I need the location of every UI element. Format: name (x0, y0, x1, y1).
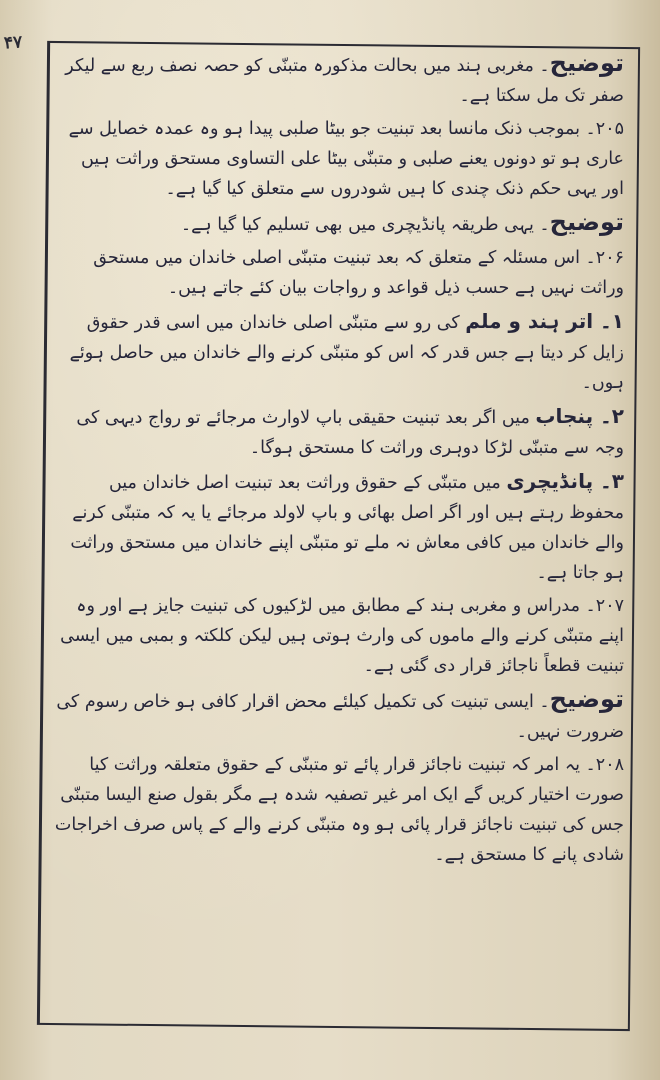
tawzeeh-heading: توضیح (549, 49, 624, 77)
paragraph-text: ۔ مغربی ہند میں بحالت مذکورہ متبنّی کو حصہ نصف ربع سے لیکر صفر تک مل سکتا ہے۔ (65, 56, 624, 106)
paragraph-text: میں متبنّی کے حقوق وراثت بعد تبنیت اصل خاندان میں محفوظ رہتے ہیں اور اگر اصل بھائی و باپ لاولد مرجائے یا یہ کہ متبنّی کرنے والے خاندان میں کافی معاش نہ ملے تو متبنّی اپنے خاندان میں مستحق وراثت ہو جاتا ہے۔ (70, 473, 624, 583)
paragraph-text: کی رو سے متبنّی اصلی خاندان میں اسی قدر حقوق زایل کر دیتا ہے جس قدر کہ اس کو متبنّی کرنے والے خاندان میں حاصل ہوئے ہوں۔ (69, 313, 624, 393)
region-heading: ۲۔ پنجاب (535, 404, 624, 428)
tawzeeh-heading: توضیح (549, 685, 624, 713)
paragraph (54, 750, 624, 870)
paragraph (54, 306, 624, 398)
paragraph (54, 207, 624, 240)
paragraph (54, 684, 624, 747)
paragraph (54, 114, 624, 204)
paragraph (54, 243, 624, 303)
paragraph-text: ۲۰۷۔ مدراس و مغربی ہند کے مطابق میں لڑکیوں کی تبنیت جایز ہے اور وہ اپنے متبنّی کرنے والے ماموں کی وارث ہوتی ہیں لیکن کلکتہ و بمبی میں ایسی تبنیت قطعاً ناجائز قرار دی گئی ہے۔ (60, 596, 624, 676)
paragraph-text: ۲۰۸۔ یہ امر کہ تبنیت ناجائز قرار پائے تو متبنّی کے حقوق متعلقہ وراثت کیا صورت اختیار کریں گے ایک امر غیر تصفیہ شدہ ہے مگر بقول صنع الیسا متبنّی جس کی تبنیت ناجائز قرار پائی ہو وہ متبنّی کرنے والے کے پاس صرف اخراجات شادی پانے کا مستحق ہے۔ (54, 755, 624, 865)
paragraph-text: ۔ ایسی تبنیت کی تکمیل کیلئے محض اقرار کافی ہو خاص رسوم کی ضرورت نہیں۔ (56, 692, 624, 742)
page-text (54, 48, 624, 873)
paragraph-text: میں اگر بعد تبنیت حقیقی باپ لاوارث مرجائے تو رواج دیہی کی وجہ سے متبنّی لڑکا دوہری وراثت کا مستحق ہوگا۔ (76, 408, 624, 458)
paragraph (54, 401, 624, 463)
paragraph-text: ۔ یہی طریقہ پانڈیچری میں بھی تسلیم کیا گیا ہے۔ (180, 215, 550, 235)
paragraph-text: ۲۰۶۔ اس مسئلہ کے متعلق کہ بعد تبنیت متبنّی اصلی خاندان میں مستحق وراثت نہیں ہے حسب ذیل قواعد و رواجات بیان کئے جاتے ہیں۔ (93, 248, 624, 298)
region-heading: ۱۔ اتر ہند و ملم (465, 309, 624, 333)
paragraph (54, 466, 624, 588)
paragraph (54, 591, 624, 681)
page-number: ۴۷ (3, 32, 23, 54)
region-heading: ۳۔ پانڈیچری (506, 469, 624, 493)
paragraph-text: ۲۰۵۔ بموجب ذنک مانسا بعد تبنیت جو بیٹا صلبی پیدا ہو وہ عمدہ خصایل سے عاری ہو تو دونوں یعنے صلبی و متبنّی بیٹا علی التساوی مستحق وراثت ہیں اور یہی حکم ذنک چندی کا ہیں شودروں سے متعلق کیا گیا ہے۔ (68, 119, 624, 199)
paragraph (54, 48, 624, 111)
tawzeeh-heading: توضیح (549, 208, 624, 236)
